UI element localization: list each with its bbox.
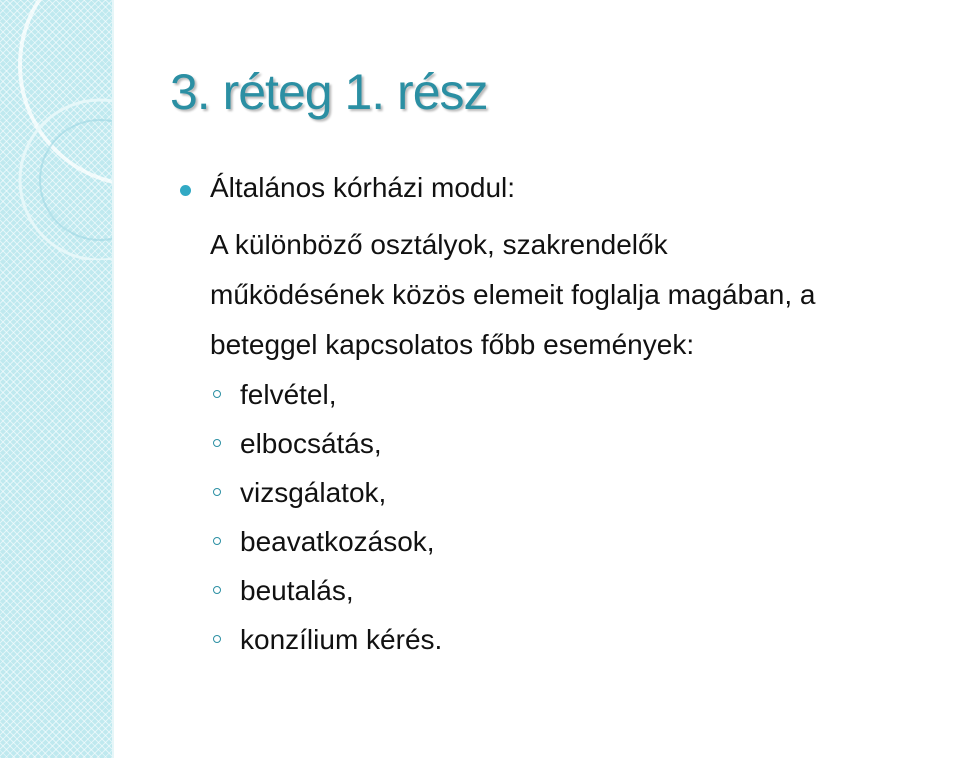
hollow-circle-icon [213,635,221,643]
decorative-side-strip [0,0,114,758]
bullet-heading-text: Általános kórházi modul: [210,172,516,203]
list-item [180,615,955,664]
list-item-text: beutalás, [240,575,354,606]
hollow-circle-icon [213,537,221,545]
list-item-text: vizsgálatok, [240,477,387,508]
list-item-text: felvétel, [240,379,337,410]
paragraph-line: A különböző osztályok, szakrendelők [210,229,668,260]
list-item [180,419,955,468]
list-item-text: elbocsátás, [240,428,382,459]
bullet-item-heading [180,170,955,206]
paragraph-line: beteggel kapcsolatos főbb események: [210,329,695,360]
hollow-circle-icon [213,439,221,447]
filled-circle-icon [180,185,191,196]
list-item-text: beavatkozások, [240,526,435,557]
hollow-circle-icon [213,488,221,496]
hollow-circle-icon [213,390,221,398]
slide-content [180,170,955,664]
paragraph-line: működésének közös elemeit foglalja magában, a [210,279,816,310]
list-item [180,468,955,517]
hollow-circle-icon [213,586,221,594]
decorative-rings-icon [0,0,112,260]
list-item [180,370,955,419]
list-item [180,566,955,615]
description-paragraph [180,220,955,370]
events-list [180,370,955,664]
slide-title: 3. réteg 1. rész [170,64,488,120]
list-item [180,517,955,566]
list-item-text: konzílium kérés. [240,624,443,655]
